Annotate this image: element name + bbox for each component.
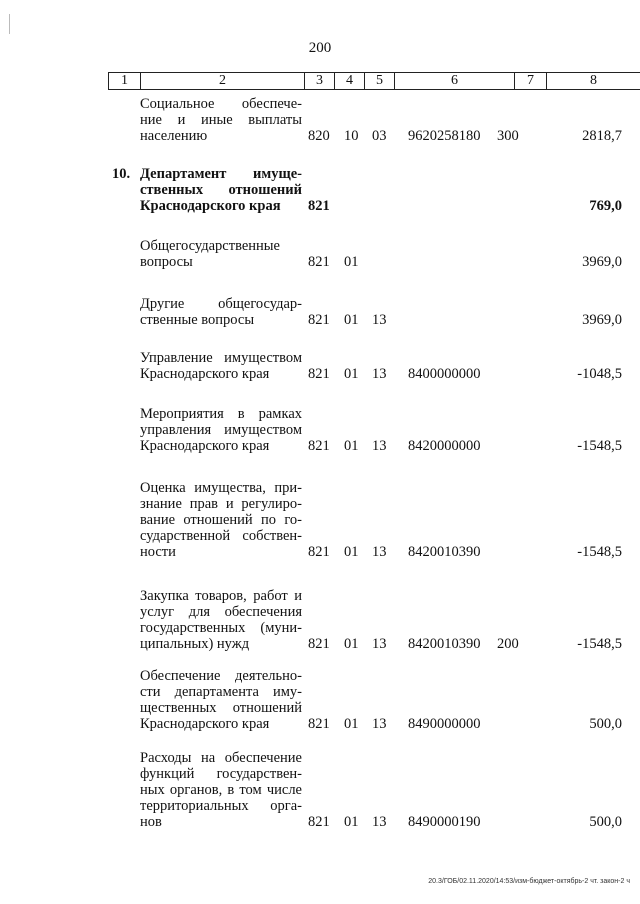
row-name-line: Краснодарского края (140, 366, 270, 382)
column-header: 1 (109, 73, 141, 90)
row-code-3: 821 (308, 814, 330, 830)
column-header: 6 (395, 73, 515, 90)
row-code-6: 8420010390 (408, 636, 481, 652)
row-code-6: 8490000000 (408, 716, 481, 732)
row-code-3: 821 (308, 312, 330, 328)
row-name-line: Краснодарского края (140, 198, 281, 214)
row-code-5: 13 (372, 312, 387, 328)
row-code-4: 01 (344, 636, 359, 652)
row-name (140, 588, 302, 652)
row-name (140, 406, 302, 454)
row-name-line: сударственной собствен- (140, 528, 302, 544)
row-name (140, 750, 302, 830)
row-code-3: 821 (308, 254, 330, 270)
row-name-line: государственных (муни- (140, 620, 302, 636)
row-name-line: ципальных) нужд (140, 636, 250, 652)
row-code-4: 01 (344, 438, 359, 454)
row-name-line: вание отношений по го- (140, 512, 302, 528)
row-code-4: 01 (344, 366, 359, 382)
column-header: 3 (305, 73, 335, 90)
row-code-7: 300 (497, 128, 519, 144)
row-code-5: 13 (372, 716, 387, 732)
row-name-line: Управление имуществом (140, 350, 302, 366)
row-name-line: ственные вопросы (140, 312, 255, 328)
row-name-line: населению (140, 128, 208, 144)
column-header-row (109, 73, 640, 90)
row-code-4: 01 (344, 312, 359, 328)
row-name-line: Социальное обеспече- (140, 96, 302, 112)
column-header: 8 (547, 73, 640, 90)
row-amount: -1548,5 (577, 438, 622, 454)
row-code-6: 8490000190 (408, 814, 481, 830)
row-name (140, 238, 302, 270)
row-code-3: 821 (308, 198, 330, 214)
row-code-6: 8420000000 (408, 438, 481, 454)
row-name-line: Краснодарского края (140, 438, 270, 454)
row-code-4: 01 (344, 254, 359, 270)
row-name-line: Общегосударственные (140, 238, 280, 254)
row-code-5: 03 (372, 128, 387, 144)
row-code-3: 820 (308, 128, 330, 144)
row-name-line: ние и иные выплаты (140, 112, 302, 128)
row-amount: 769,0 (589, 198, 622, 214)
row-amount: 2818,7 (582, 128, 622, 144)
row-code-3: 821 (308, 366, 330, 382)
row-name (140, 166, 302, 214)
row-name-line: Оценка имущества, при- (140, 480, 302, 496)
row-name-line: щественных отношений (140, 700, 302, 716)
column-header: 4 (335, 73, 365, 90)
row-code-5: 13 (372, 544, 387, 560)
row-number: 10. (112, 166, 131, 182)
row-code-5: 13 (372, 366, 387, 382)
row-amount: 3969,0 (582, 254, 622, 270)
row-code-5: 13 (372, 636, 387, 652)
row-code-7: 200 (497, 636, 519, 652)
row-name-line: Департамент имуще- (140, 166, 302, 182)
row-code-3: 821 (308, 544, 330, 560)
row-name-line: ственных отношений (140, 182, 302, 198)
row-amount: 3969,0 (582, 312, 622, 328)
page-number: 200 (308, 40, 332, 56)
row-code-4: 01 (344, 814, 359, 830)
row-code-3: 821 (308, 716, 330, 732)
row-name-line: Мероприятия в рамках (140, 406, 302, 422)
row-name (140, 96, 302, 144)
row-name-line: Обеспечение деятельно- (140, 668, 302, 684)
column-header-table (108, 72, 640, 90)
row-name-line: территориальных орга- (140, 798, 302, 814)
row-name-line: Закупка товаров, работ и (140, 588, 302, 604)
row-name-line: услуг для обеспечения (140, 604, 302, 620)
row-code-5: 13 (372, 438, 387, 454)
row-code-6: 8420010390 (408, 544, 481, 560)
row-name-line: ности (140, 544, 176, 560)
row-name-line: вопросы (140, 254, 193, 270)
row-name (140, 350, 302, 382)
row-name-line: управления имуществом (140, 422, 302, 438)
column-header: 7 (515, 73, 547, 90)
row-code-5: 13 (372, 814, 387, 830)
row-code-4: 01 (344, 544, 359, 560)
row-amount: 500,0 (589, 716, 622, 732)
row-name-line: Другие общегосудар- (140, 296, 302, 312)
row-name (140, 480, 302, 560)
row-code-4: 10 (344, 128, 359, 144)
row-name-line: функций государствен- (140, 766, 302, 782)
column-header: 2 (141, 73, 305, 90)
row-amount: -1548,5 (577, 544, 622, 560)
row-code-3: 821 (308, 636, 330, 652)
row-code-3: 821 (308, 438, 330, 454)
row-name (140, 668, 302, 732)
row-name-line: сти департамента иму- (140, 684, 302, 700)
row-name (140, 296, 302, 328)
row-code-4: 01 (344, 716, 359, 732)
column-header: 5 (365, 73, 395, 90)
row-code-6: 8400000000 (408, 366, 481, 382)
row-name-line: Краснодарского края (140, 716, 270, 732)
row-amount: -1548,5 (577, 636, 622, 652)
footer-path: 20.3/ГОБ/02.11.2020/14:53/изм-бюджет-октябрь-2 чт. закон-2 ч (428, 878, 630, 885)
row-code-6: 9620258180 (408, 128, 481, 144)
row-amount: -1048,5 (577, 366, 622, 382)
row-name-line: ных органов, в том числе (140, 782, 302, 798)
row-name-line: нов (140, 814, 162, 830)
row-name-line: знание прав и регулиро- (140, 496, 302, 512)
row-amount: 500,0 (589, 814, 622, 830)
row-name-line: Расходы на обеспечение (140, 750, 302, 766)
margin-mark (9, 14, 10, 34)
